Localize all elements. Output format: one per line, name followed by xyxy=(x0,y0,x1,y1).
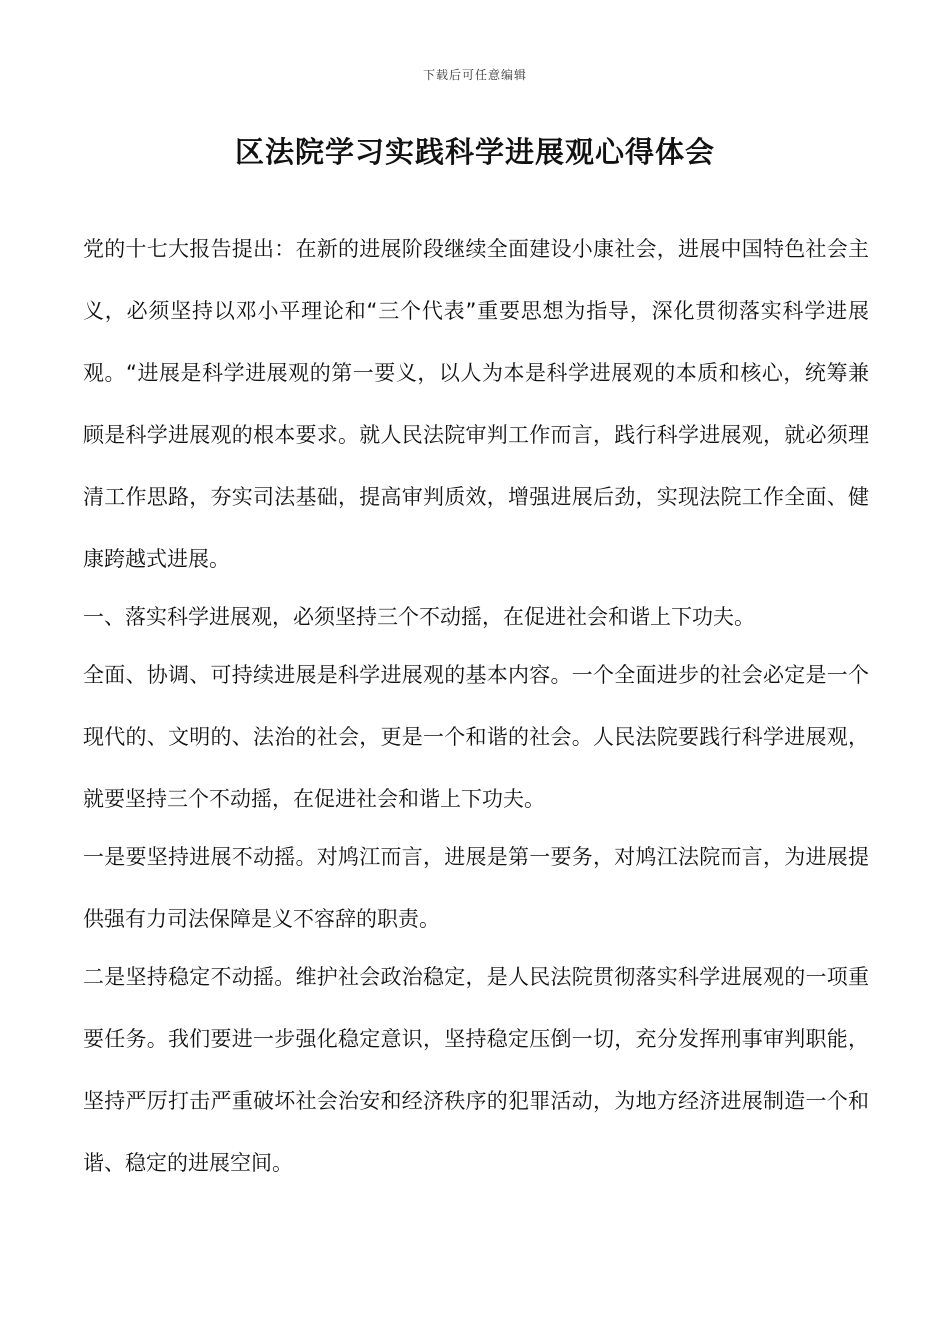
paragraph-section-heading: 一、落实科学进展观，必须坚持三个不动摇，在促进社会和谐上下功夫。 xyxy=(83,605,755,629)
paragraph-point-one: 一是要坚持进展不动摇。对鸠江而言，进展是第一要务，对鸠江法院而言，为进展提供强有力司法保障是义不容辞的职责。 xyxy=(83,845,869,931)
document-title: 区法院学习实践科学进展观心得体会 xyxy=(234,135,715,169)
paragraph-content: 全面、协调、可持续进展是科学进展观的基本内容。一个全面进步的社会必定是一个现代的、文明的、法治的社会，更是一个和谐的社会。人民法院要践行科学进展观，就要坚持三个不动摇，在促进社会和谐上下功夫。 xyxy=(83,663,869,811)
header-note: 下载后可任意编辑 xyxy=(422,68,527,82)
paragraph-intro: 党的十七大报告提出：在新的进展阶段继续全面建设小康社会，进展中国特色社会主义，必须坚持以邓小平理论和“三个代表”重要思想为指导，深化贯彻落实科学进展观。“进展是科学进展观的第一要义，以人为本是科学进展观的本质和核心，统筹兼顾是科学进展观的根本要求。就人民法院审判工作而言，践行科学进展观，就必须理清工作思路，夯实司法基础，提高审判质效，增强进展后劲，实现法院工作全面、健康跨越式进展。 xyxy=(83,237,869,571)
paragraph-point-two: 二是坚持稳定不动摇。维护社会政治稳定，是人民法院贯彻落实科学进展观的一项重要任务。我们要进一步强化稳定意识，坚持稳定压倒一切，充分发挥刑事审判职能，坚持严厉打击严重破坏社会治安和经济秩序的犯罪活动，为地方经济进展制造一个和谐、稳定的进展空间。 xyxy=(83,965,869,1175)
document-body xyxy=(83,218,869,1194)
